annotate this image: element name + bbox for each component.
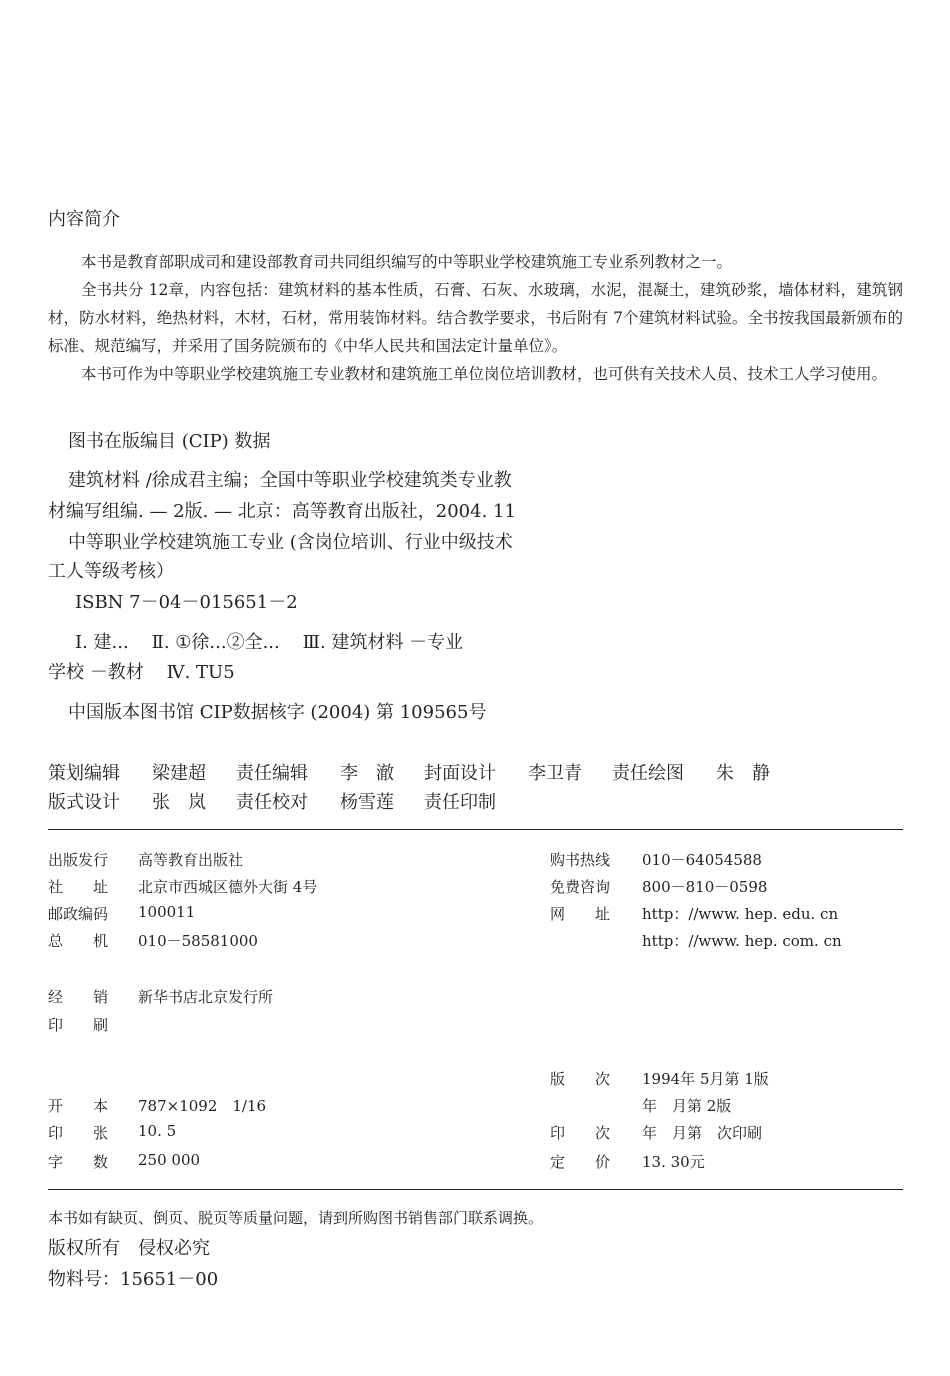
cip-line-3: 中等职业学校建筑施工专业 (含岗位培训、行业中级技术	[68, 532, 513, 553]
pub-label-switchboard: 总 机	[48, 932, 109, 950]
editor-role-planning: 策划编辑	[48, 763, 120, 784]
pub-label-free-consult: 免费咨询	[550, 878, 611, 896]
pub-value-hotline: 010－64054588	[642, 851, 762, 869]
material-number: 物料号：15651－00	[48, 1269, 219, 1290]
cip-line-2: 材编写组编. — 2版. — 北京：高等教育出版社，2004. 11	[48, 501, 516, 522]
cip-line-4: 工人等级考核）	[48, 561, 174, 582]
pub-label-hotline: 购书热线	[550, 851, 611, 869]
spec-label-printing: 印 次	[550, 1124, 611, 1142]
spec-label-edition: 版 次	[550, 1070, 611, 1088]
copyright-notice: 版权所有 侵权必究	[48, 1238, 210, 1259]
pub-value-website-1[interactable]: http：//www. hep. edu. cn	[642, 905, 839, 923]
spec-value-printing: 年 月第 次印刷	[642, 1124, 763, 1142]
intro-paragraph-1: 本书是教育部职成司和建设部教育司共同组织编写的中等职业学校建筑施工专业系列教材之一。	[81, 253, 733, 271]
editor-name-planning: 梁建超	[152, 763, 206, 784]
pub-value-free-consult: 800－810－0598	[642, 878, 768, 896]
editor-role-drawing: 责任绘图	[612, 763, 684, 784]
editor-role-printing: 责任印制	[424, 792, 496, 813]
pub-label-website: 网 址	[550, 905, 611, 923]
pub-label-address: 社 址	[48, 878, 109, 896]
spec-label-price: 定 价	[550, 1153, 611, 1171]
editor-name-proofread: 杨雪莲	[340, 792, 394, 813]
pub-label-printer: 印 刷	[48, 1016, 109, 1034]
spec-label-format: 开 本	[48, 1097, 109, 1115]
pub-value-distributor: 新华书店北京发行所	[138, 988, 274, 1006]
pub-value-website-2[interactable]: http：//www. hep. com. cn	[642, 932, 842, 950]
cip-heading: 图书在版编目 (CIP) 数据	[68, 431, 271, 452]
cip-line-1: 建筑材料 /徐成君主编；全国中等职业学校建筑类专业教	[68, 470, 512, 491]
cip-isbn: ISBN 7－04－015651－2	[75, 592, 298, 613]
spec-value-format: 787×1092 1/16	[138, 1097, 267, 1115]
cip-number: 中国版本图书馆 CIP数据核字 (2004) 第 109565号	[68, 702, 487, 723]
editor-role-cover: 封面设计	[424, 763, 496, 784]
spec-label-sheets: 印 张	[48, 1124, 109, 1142]
editor-name-responsible: 李 澈	[340, 763, 394, 784]
pub-value-switchboard: 010－58581000	[138, 932, 258, 950]
editor-name-cover: 李卫青	[528, 763, 582, 784]
pub-value-address: 北京市西城区德外大街 4号	[138, 878, 318, 896]
intro-paragraph-3: 本书可作为中等职业学校建筑施工专业教材和建筑施工单位岗位培训教材，也可供有关技术人员、技术工人学习使用。	[81, 365, 888, 383]
spec-value-edition-1: 1994年 5月第 1版	[642, 1070, 769, 1088]
intro-paragraph-2: 全书共分 12章，内容包括：建筑材料的基本性质，石膏、石灰、水玻璃，水泥，混凝土，建筑砂浆，墙体材料，建筑钢材，防水材料，绝热材料，木材，石材，常用装饰材料。结合教学要求，书后附有 7个建筑材料试验。全书按我国最新颁布的标准、规范编写，并采用了国务院颁布的《中华人民共和国法定计量单位》。	[48, 281, 903, 355]
editor-role-responsible: 责任编辑	[236, 763, 308, 784]
cip-classification-1: Ⅰ. 建... Ⅱ. ①徐...②全... Ⅲ. 建筑材料 －专业	[75, 632, 464, 653]
divider-top	[48, 829, 903, 830]
spec-value-edition-2: 年 月第 2版	[642, 1097, 732, 1115]
spec-value-price: 13. 30元	[642, 1153, 705, 1171]
quality-notice: 本书如有缺页、倒页、脱页等质量问题，请到所购图书销售部门联系调换。	[48, 1209, 544, 1227]
editor-role-proofread: 责任校对	[236, 792, 308, 813]
pub-label-distributor: 经 销	[48, 988, 109, 1006]
spec-value-wordcount: 250 000	[138, 1151, 201, 1169]
pub-label-postcode: 邮政编码	[48, 905, 109, 923]
pub-value-postcode: 100011	[138, 903, 196, 921]
divider-bottom	[48, 1189, 903, 1190]
intro-heading: 内容简介	[48, 209, 120, 230]
cip-classification-2: 学校 －教材 Ⅳ. TU5	[48, 662, 235, 683]
editor-name-drawing: 朱 静	[716, 763, 770, 784]
pub-label-publisher: 出版发行	[48, 851, 109, 869]
pub-value-publisher: 高等教育出版社	[138, 851, 244, 869]
editor-name-layout: 张 岚	[152, 792, 206, 813]
spec-value-sheets: 10. 5	[138, 1122, 177, 1140]
editor-role-layout: 版式设计	[48, 792, 120, 813]
spec-label-wordcount: 字 数	[48, 1153, 109, 1171]
